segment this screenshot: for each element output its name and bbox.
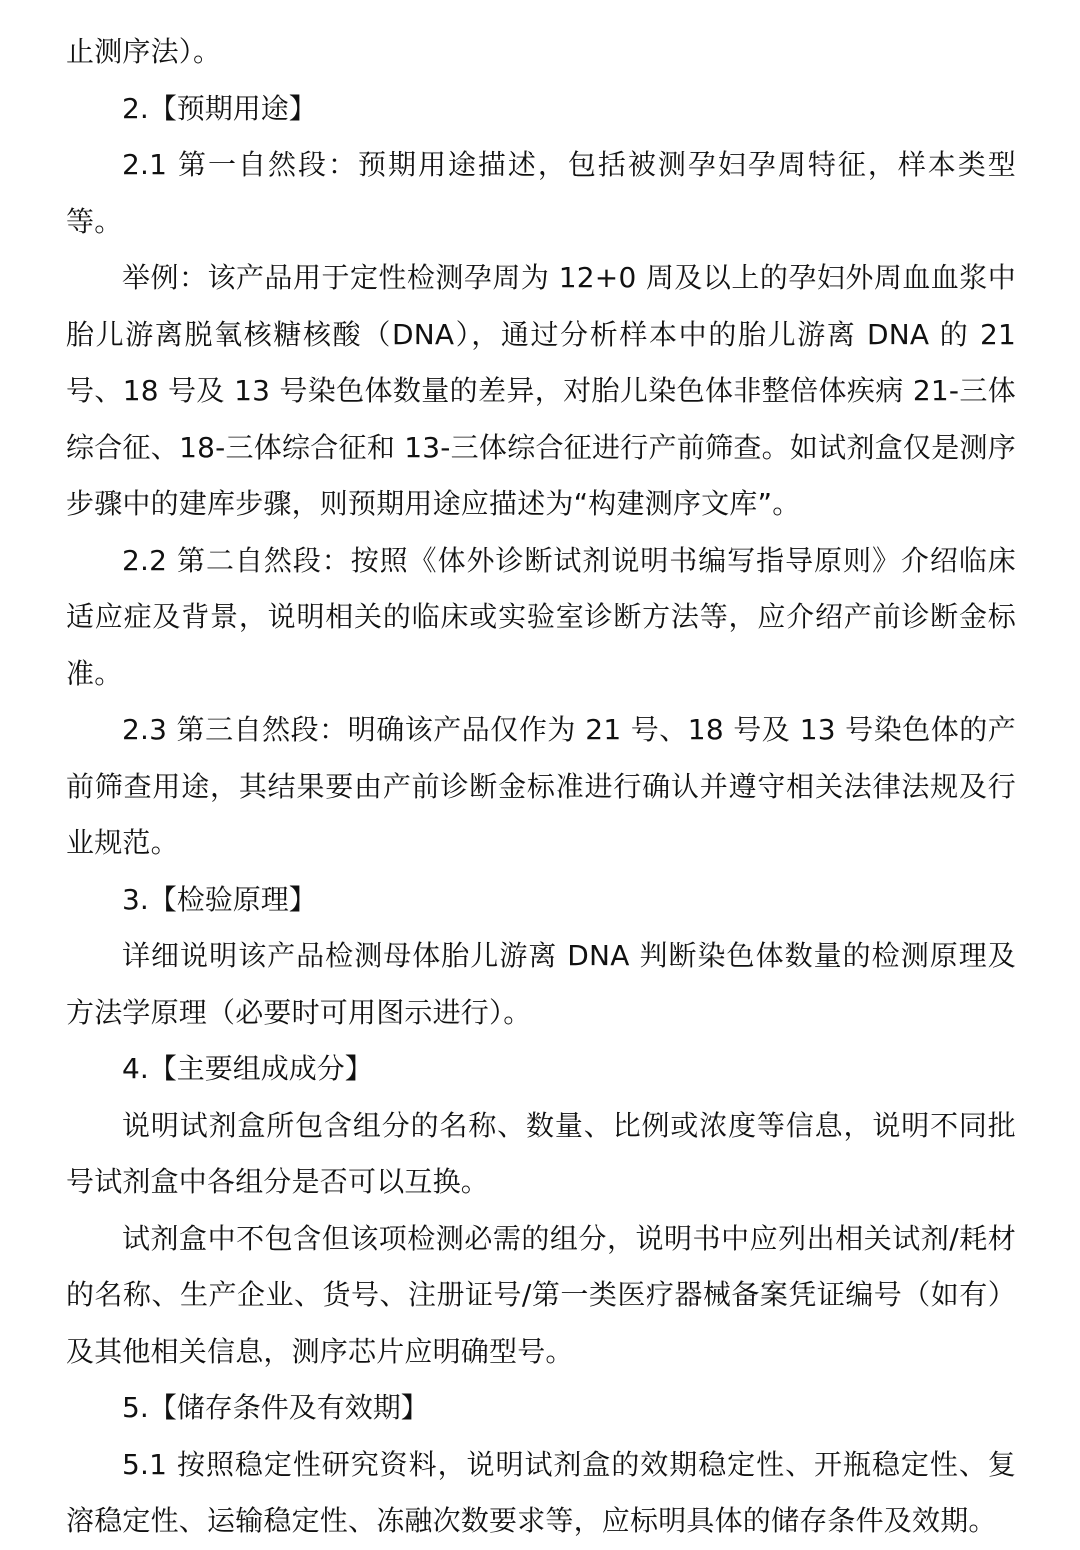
section-heading-storage: 5.【储存条件及有效期】 xyxy=(122,1391,429,1424)
paragraph-2-2: 2.2 第二自然段：按照《体外诊断试剂说明书编写指导原则》介绍临床适应症及背景，说明相关的临床或实验室诊断方法等，应介绍产前诊断金标准。 xyxy=(66,543,1016,690)
section-heading-intended-use: 2.【预期用途】 xyxy=(122,91,317,125)
paragraph-components-1: 说明试剂盒所包含组分的名称、数量、比例或浓度等信息，说明不同批号试剂盒中各组分是否可以互换。 xyxy=(66,1108,1016,1198)
paragraph-2-3: 2.3 第三自然段：明确该产品仅作为 21 号、18 号及 13 号染色体的产前筛查用途，其结果要由产前诊断金标准进行确认并遵守相关法律法规及行业规范。 xyxy=(66,713,1016,859)
paragraph-principle: 详细说明该产品检测母体胎儿游离 DNA 判断染色体数量的检测原理及方法学原理（必要时可用图示进行）。 xyxy=(66,939,1016,1029)
paragraph-components-2: 试剂盒中不包含但该项检测必需的组分，说明书中应列出相关试剂/耗材的名称、生产企业、货号、注册证号/第一类医疗器械备案凭证编号（如有）及其他相关信息，测序芯片应明确型号。 xyxy=(66,1221,1016,1368)
continuation-paragraph: 止测序法）。 xyxy=(66,35,222,68)
section-heading-components: 4.【主要组成成分】 xyxy=(122,1052,373,1085)
paragraph-example: 举例：该产品用于定性检测孕周为 12+0 周及以上的孕妇外周血血浆中胎儿游离脱氧核糖核酸（DNA），通过分析样本中的胎儿游离 DNA 的 21 号、18 号及 13 号染色体数量的差异，对胎儿染色体非整倍体疾病 21-三体综合征、18-三体综合征和 13-三体综合征进行产前筛查。如试剂盒仅是测序步骤中的建库步骤，则预期用途应描述为“构建测序文库”。 xyxy=(66,261,1016,520)
document-page xyxy=(66,24,1016,1550)
paragraph-5-1: 5.1 按照稳定性研究资料，说明试剂盒的效期稳定性、开瓶稳定性、复溶稳定性、运输稳定性、冻融次数要求等，应标明具体的储存条件及效期。 xyxy=(66,1447,1016,1537)
section-heading-principle: 3.【检验原理】 xyxy=(122,882,317,916)
paragraph-2-1: 2.1 第一自然段：预期用途描述，包括被测孕妇孕周特征，样本类型等。 xyxy=(66,148,1016,238)
